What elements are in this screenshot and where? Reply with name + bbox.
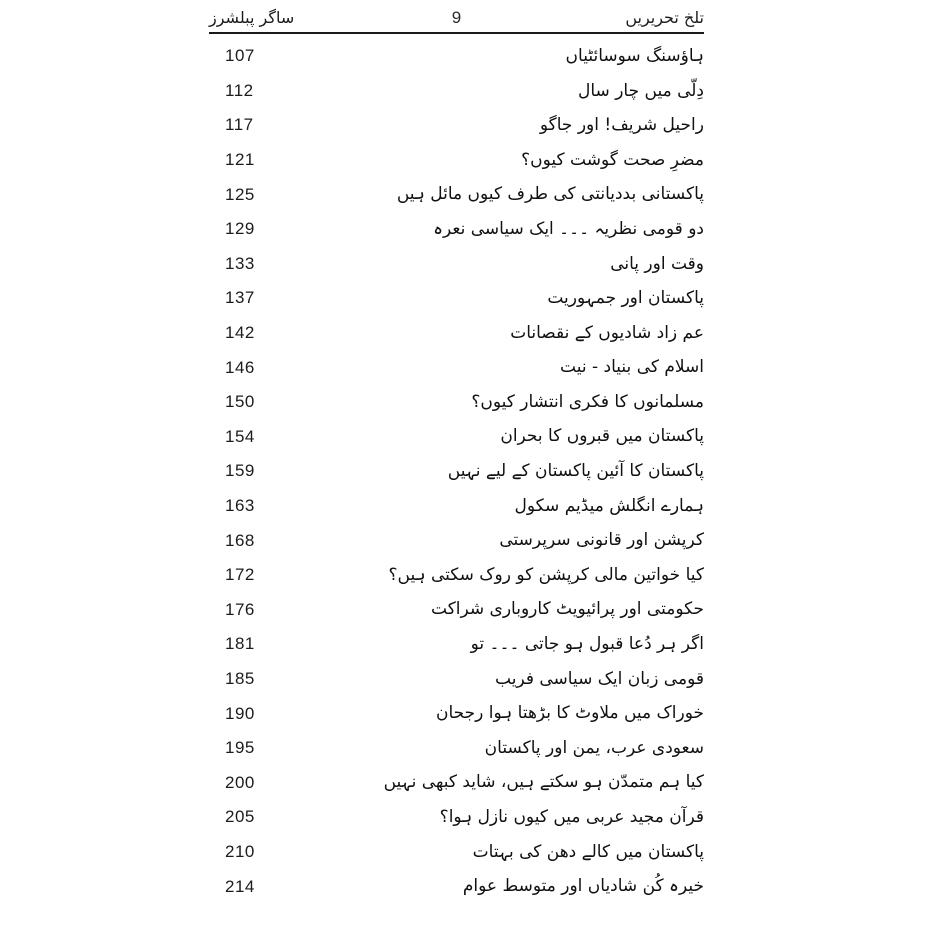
toc-row (209, 143, 704, 178)
toc-title-urdu: ہمارے انگلش میڈیم سکول (514, 495, 704, 516)
toc-title-urdu: پاکستانی بددیانتی کی طرف کیوں مائل ہیں (396, 184, 704, 205)
toc-row (209, 177, 704, 212)
toc-title-urdu: مسلمانوں کا فکری انتشار کیوں؟ (471, 391, 704, 412)
toc-row (209, 281, 704, 316)
toc-page-number: 129 (225, 219, 255, 239)
toc-title-urdu: پاکستان اور جمہوریت (547, 288, 704, 309)
toc-page-number: 154 (225, 426, 255, 446)
toc-row (209, 385, 704, 420)
toc-title-urdu: پاکستان میں قبروں کا بحران (500, 426, 704, 447)
toc-title-urdu: اگر ہر دُعا قبول ہو جاتی ۔۔۔ تو (470, 634, 704, 655)
toc-page-number: 107 (225, 46, 255, 66)
toc-page-number: 137 (225, 288, 255, 308)
toc-page-number: 205 (225, 807, 255, 827)
toc-page-number: 172 (225, 565, 255, 585)
toc-page-number: 117 (225, 115, 254, 135)
toc-row (209, 593, 704, 628)
toc-title-urdu: دو قومی نظریہ ۔۔۔ ایک سیاسی نعرہ (433, 218, 704, 239)
toc-page-number: 163 (225, 496, 255, 516)
toc-page-number: 133 (225, 253, 255, 273)
toc-page-number: 159 (225, 461, 255, 481)
toc-page-number: 176 (225, 599, 255, 619)
toc-row (209, 696, 704, 731)
toc-page-number: 146 (225, 357, 255, 377)
toc-row (209, 108, 704, 143)
header-rule-divider (209, 32, 704, 34)
toc-page-number: 185 (225, 668, 255, 688)
toc-row (209, 662, 704, 697)
toc-row (209, 489, 704, 524)
header-publisher: ساگر پبلشرز (209, 8, 295, 27)
toc-page-number: 210 (225, 841, 255, 861)
toc-title-urdu: خیرہ کُن شادیاں اور متوسط عوام (462, 876, 704, 897)
toc-row (209, 835, 704, 870)
toc-title-urdu: ہاؤسنگ سوسائٹیاں (565, 45, 704, 66)
toc-page-number: 150 (225, 392, 255, 412)
toc-row (209, 800, 704, 835)
toc-row (209, 765, 704, 800)
toc-row (209, 350, 704, 385)
toc-title-urdu: کرپشن اور قانونی سرپرستی (499, 530, 704, 551)
toc-page-number: 125 (225, 184, 255, 204)
toc-title-urdu: خوراک میں ملاوٹ کا بڑھتا ہوا رجحان (436, 703, 704, 724)
toc-title-urdu: اسلام کی بنیاد - نیت (560, 357, 704, 378)
header-book-title: تلخ تحریریں (625, 8, 704, 27)
toc-page-number: 195 (225, 738, 255, 758)
toc-title-urdu: مضرِ صحت گوشت کیوں؟ (521, 149, 704, 170)
toc-page-number: 181 (225, 634, 255, 654)
toc-page-number: 200 (225, 772, 255, 792)
toc-row (209, 316, 704, 351)
toc-row (209, 420, 704, 455)
toc-row (209, 247, 704, 282)
running-header (209, 4, 704, 31)
toc-title-urdu: کیا ہم متمدّن ہو سکتے ہیں، شاید کبھی نہیں (383, 772, 704, 793)
toc-title-urdu: عم زاد شادیوں کے نقصانات (510, 322, 704, 343)
toc-title-urdu: حکومتی اور پرائیویٹ کاروباری شراکت (431, 599, 704, 620)
toc-title-urdu: سعودی عرب، یمن اور پاکستان (484, 737, 704, 758)
toc-title-urdu: پاکستان میں کالے دھن کی بہتات (472, 841, 704, 862)
toc-title-urdu: قومی زبان ایک سیاسی فریب (495, 668, 704, 689)
toc-page-number: 168 (225, 530, 255, 550)
toc-title-urdu: دِلّی میں چار سال (578, 80, 704, 101)
toc-row (209, 74, 704, 109)
toc-row (209, 212, 704, 247)
toc-row (209, 869, 704, 904)
toc-page-number: 112 (225, 80, 254, 100)
toc-title-urdu: وقت اور پانی (610, 253, 704, 274)
toc-title-urdu: کیا خواتین مالی کرپشن کو روک سکتی ہیں؟ (388, 564, 704, 585)
toc-page-number: 190 (225, 703, 255, 723)
toc-row (209, 558, 704, 593)
header-page-number: 9 (451, 7, 462, 27)
toc-row (209, 627, 704, 662)
toc-title-urdu: راحیل شریف! اور جاگو (539, 115, 704, 136)
toc-title-urdu: قرآن مجید عربی میں کیوں نازل ہوا؟ (439, 807, 704, 828)
toc-page-number: 121 (225, 150, 255, 170)
toc-page-number: 214 (225, 876, 255, 896)
toc-row (209, 731, 704, 766)
toc-list (209, 39, 704, 904)
toc-title-urdu: پاکستان کا آئین پاکستان کے لیے نہیں (447, 461, 704, 482)
toc-page-number: 142 (225, 323, 255, 343)
toc-row (209, 39, 704, 74)
toc-row (209, 454, 704, 489)
toc-row (209, 523, 704, 558)
